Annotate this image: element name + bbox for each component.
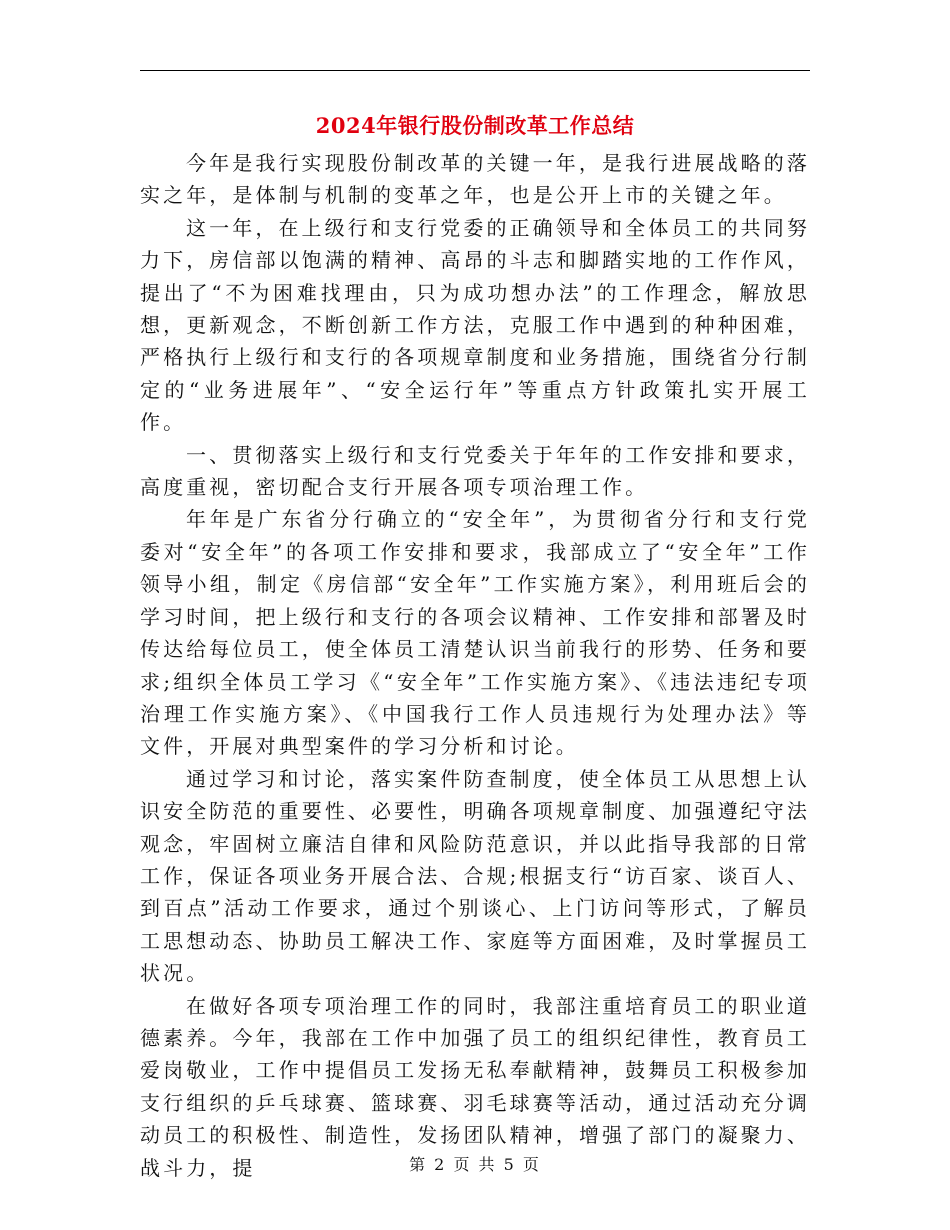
- paragraph-4: 年年是广东省分行确立的“安全年”，为贯彻省分行和支行党委对“安全年”的各项工作安排和要求，我部成立了“安全年”工作领导小组，制定《房信部“安全年”工作实施方案》，利用班后会的学习时间，把上级行和支行的各项会议精神、工作安排和部署及时传达给每位员工，使全体员工清楚认识当前我行的形势、任务和要求;组织全体员工学习《“安全年”工作实施方案》、《违法违纪专项治理工作实施方案》、《中国我行工作人员违规行为处理办法》等文件，开展对典型案件的学习分析和讨论。: [140, 507, 810, 759]
- document-body: [140, 147, 810, 1184]
- page-number: 第 2 页 共 5 页: [409, 1155, 541, 1174]
- paragraph-5: 通过学习和讨论，落实案件防查制度，使全体员工从思想上认识安全防范的重要性、必要性，明确各项规章制度、加强遵纪守法观念，牢固树立廉洁自律和风险防范意识，并以此指导我部的日常工作，保证各项业务开展合法、合规;根据支行“访百家、谈百人、到百点”活动工作要求，通过个别谈心、上门访问等形式，了解员工思想动态、协助员工解决工作、家庭等方面困难，及时掌握员工状况。: [140, 766, 810, 986]
- paragraph-1: 今年是我行实现股份制改革的关键一年，是我行进展战略的落实之年，是体制与机制的变革之年，也是公开上市的关键之年。: [140, 151, 810, 208]
- paragraph-6: 在做好各项专项治理工作的同时，我部注重培育员工的职业道德素养。今年，我部在工作中加强了员工的组织纪律性，教育员工爱岗敬业，工作中提倡员工发扬无私奉献精神，鼓舞员工积极参加支行组织的乒乓球赛、篮球赛、羽毛球赛等活动，通过活动充分调动员工的积极性、制造性，发扬团队精神，增强了部门的凝聚力、战斗力，提: [140, 993, 810, 1180]
- header-rule: [140, 70, 810, 71]
- paragraph-2: 这一年，在上级行和支行党委的正确领导和全体员工的共同努力下，房信部以饱满的精神、高昂的斗志和脚踏实地的工作作风，提出了“不为困难找理由，只为成功想办法”的工作理念，解放思想，更新观念，不断创新工作方法，克服工作中遇到的种种困难，严格执行上级行和支行的各项规章制度和业务措施，围绕省分行制定的“业务进展年”、“安全运行年”等重点方针政策扎实开展工作。: [140, 215, 810, 435]
- paragraph-3: 一、贯彻落实上级行和支行党委关于年年的工作安排和要求，高度重视，密切配合支行开展各项专项治理工作。: [140, 442, 810, 500]
- document-title: 2024年银行股份制改革工作总结: [315, 113, 635, 138]
